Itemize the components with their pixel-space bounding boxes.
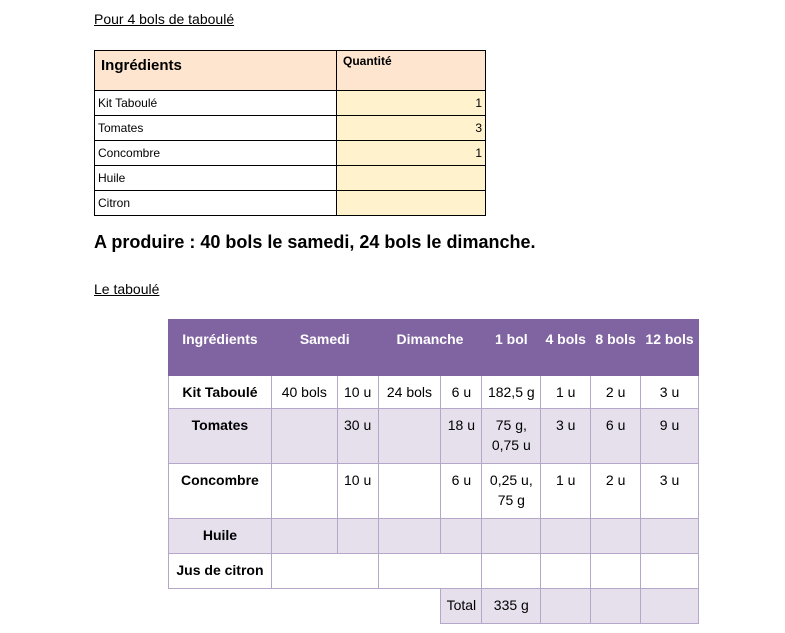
cell-empty: [441, 519, 482, 554]
ingredient-qty: 3: [337, 116, 486, 141]
total-row: [169, 589, 699, 624]
cell-4-bols: 3 u: [541, 409, 591, 464]
cell-empty: [641, 519, 699, 554]
cell-1-bol: 0,25 u, 75 g: [482, 464, 541, 519]
table-row: [95, 91, 486, 116]
cell-8-bols: 2 u: [591, 464, 641, 519]
cell-samedi-units: 10 u: [337, 464, 378, 519]
cell-dimanche-bols: [378, 464, 441, 519]
section-title-4-bols: Pour 4 bols de taboulé: [94, 11, 235, 27]
cell-empty: [482, 554, 541, 589]
cell-dimanche-units: 6 u: [441, 464, 482, 519]
cell-samedi-bols: [271, 409, 337, 464]
header-ingredients: Ingrédients: [169, 320, 272, 376]
cell-1-bol: 75 g, 0,75 u: [482, 409, 541, 464]
header-1-bol: 1 bol: [482, 320, 541, 376]
cell-blank: [169, 589, 272, 624]
cell-samedi-bols: [271, 464, 337, 519]
cell-empty: [591, 589, 641, 624]
cell-empty: [591, 519, 641, 554]
table-row: [169, 464, 699, 519]
ingredient-qty: 1: [337, 91, 486, 116]
cell-empty: [271, 554, 378, 589]
cell-dimanche-units: 18 u: [441, 409, 482, 464]
cell-12-bols: 3 u: [641, 376, 699, 409]
table-row: [169, 554, 699, 589]
cell-empty: [641, 589, 699, 624]
ingredient-qty: 1: [337, 141, 486, 166]
table-header-row: [169, 320, 699, 376]
cell-empty: [337, 519, 378, 554]
cell-dimanche-bols: [378, 409, 441, 464]
ingredient-name: Citron: [95, 191, 337, 216]
ingredient-qty: [337, 191, 486, 216]
header-samedi: Samedi: [271, 320, 378, 376]
cell-dimanche-bols: 24 bols: [378, 376, 441, 409]
cell-samedi-units: 30 u: [337, 409, 378, 464]
cell-samedi-bols: 40 bols: [271, 376, 337, 409]
table-header-row: [95, 51, 486, 91]
ingredient-name: Concombre: [95, 141, 337, 166]
cell-8-bols: 2 u: [591, 376, 641, 409]
cell-4-bols: 1 u: [541, 464, 591, 519]
taboule-production-table: [168, 319, 699, 624]
ingredients-table-4-bols: [94, 50, 486, 216]
cell-empty: [482, 519, 541, 554]
cell-empty: [541, 554, 591, 589]
header-12-bols: 12 bols: [641, 320, 699, 376]
total-value: 335 g: [482, 589, 541, 624]
row-name: Tomates: [169, 409, 272, 464]
table-row: [95, 141, 486, 166]
table-row: [95, 191, 486, 216]
row-name: Huile: [169, 519, 272, 554]
ingredient-qty: [337, 166, 486, 191]
cell-blank: [337, 589, 378, 624]
header-4-bols: 4 bols: [541, 320, 591, 376]
cell-12-bols: 9 u: [641, 409, 699, 464]
cell-4-bols: 1 u: [541, 376, 591, 409]
cell-8-bols: 6 u: [591, 409, 641, 464]
cell-12-bols: 3 u: [641, 464, 699, 519]
ingredient-name: Kit Taboulé: [95, 91, 337, 116]
cell-blank: [271, 589, 337, 624]
table-row: [95, 166, 486, 191]
cell-dimanche-units: 6 u: [441, 376, 482, 409]
cell-empty: [378, 554, 482, 589]
cell-empty: [591, 554, 641, 589]
section-title-taboule: Le taboulé: [94, 281, 160, 297]
cell-samedi-units: 10 u: [337, 376, 378, 409]
row-name: Jus de citron: [169, 554, 272, 589]
cell-1-bol: 182,5 g: [482, 376, 541, 409]
cell-blank: [378, 589, 441, 624]
header-dimanche: Dimanche: [378, 320, 482, 376]
cell-empty: [641, 554, 699, 589]
row-name: Kit Taboulé: [169, 376, 272, 409]
header-8-bols: 8 bols: [591, 320, 641, 376]
table-row: [95, 116, 486, 141]
cell-empty: [378, 519, 441, 554]
header-ingredients: Ingrédients: [95, 51, 337, 91]
row-name: Concombre: [169, 464, 272, 519]
ingredient-name: Huile: [95, 166, 337, 191]
table-row: [169, 519, 699, 554]
table-row: [169, 409, 699, 464]
cell-empty: [541, 589, 591, 624]
production-title: A produire : 40 bols le samedi, 24 bols le dimanche.: [94, 232, 536, 252]
table-row: [169, 376, 699, 409]
ingredient-name: Tomates: [95, 116, 337, 141]
cell-empty: [541, 519, 591, 554]
cell-empty: [271, 519, 337, 554]
total-label: Total: [441, 589, 482, 624]
header-quantite: Quantité: [337, 51, 486, 91]
